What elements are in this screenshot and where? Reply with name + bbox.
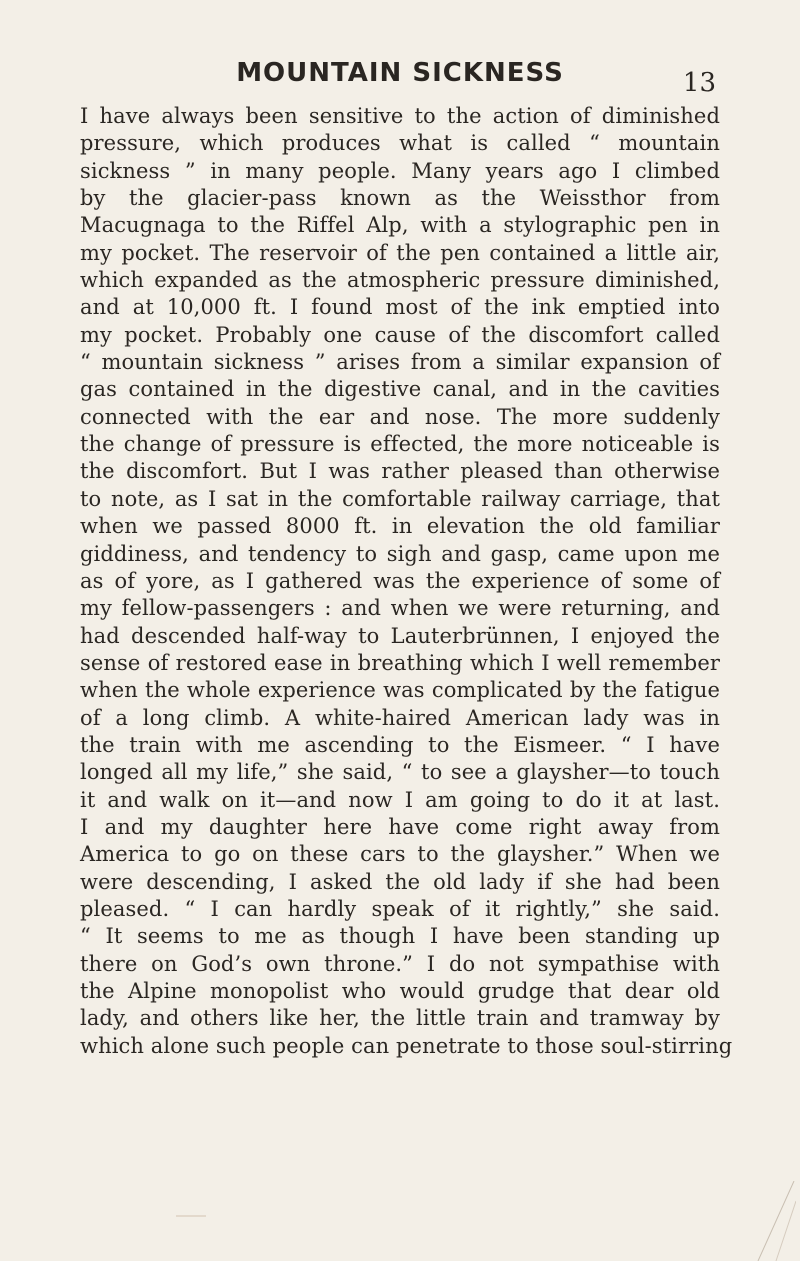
text-line: which expanded as the atmospheric pressure diminished, — [80, 268, 720, 293]
page-number: 13 — [682, 68, 716, 98]
text-line: the discomfort. But I was rather pleased than otherwise — [80, 459, 720, 484]
text-line: America to go on these cars to the glaysher.” When we — [80, 842, 720, 867]
text-line: had descended half-way to Lauterbrünnen, I enjoyed the — [80, 623, 720, 648]
running-title: MOUNTAIN SICKNESS — [236, 58, 564, 88]
text-line: the train with me ascending to the Eismeer. “ I have — [80, 732, 720, 757]
running-head — [0, 58, 800, 98]
text-line: there on God’s own throne.” I do not sympathise with — [80, 951, 720, 976]
text-line: were descending, I asked the old lady if she had been — [80, 869, 720, 894]
text-line: pleased. “ I can hardly speak of it rightly,” she said. — [80, 896, 720, 921]
text-line: to note, as I sat in the comfortable railway carriage, that — [80, 486, 720, 511]
text-line: my pocket. The reservoir of the pen contained a little air, — [80, 240, 720, 265]
text-line: lady, and others like her, the little train and tramway by — [80, 1006, 720, 1031]
paper-crease-mark — [736, 1181, 796, 1261]
text-line: sense of restored ease in breathing which I well remember — [80, 650, 720, 675]
text-line: connected with the ear and nose. The more suddenly — [80, 404, 720, 429]
text-line: the Alpine monopolist who would grudge that dear old — [80, 979, 720, 1003]
text-line: my pocket. Probably one cause of the discomfort called — [80, 322, 720, 347]
paper-speck — [176, 1215, 206, 1217]
body-text — [80, 103, 733, 1060]
text-line: when we passed 8000 ft. in elevation the old familiar — [80, 514, 720, 539]
text-line: sickness ” in many people. Many years ago I climbed — [80, 158, 720, 183]
text-line: longed all my life,” she said, “ to see a glaysher—to touch — [80, 760, 720, 785]
text-line: which alone such people can penetrate to those soul-stirring — [80, 1033, 733, 1058]
text-line: by the glacier-pass known as the Weissthor from — [80, 186, 720, 211]
text-line: pressure, which produces what is called “ mountain — [80, 131, 720, 156]
text-line: when the whole experience was complicated by the fatigue — [80, 678, 720, 703]
text-line: the change of pressure is effected, the more noticeable is — [80, 432, 720, 457]
text-line: my fellow-passengers : and when we were returning, and — [80, 596, 720, 621]
text-line: it and walk on it—and now I am going to do it at last. — [80, 787, 720, 812]
text-line: “ mountain sickness ” arises from a similar expansion of — [80, 350, 720, 375]
text-line: Macugnaga to the Riffel Alp, with a stylographic pen in — [80, 213, 720, 238]
text-line: “ It seems to me as though I have been standing up — [80, 924, 720, 949]
text-line: and at 10,000 ft. I found most of the ink emptied into — [80, 295, 720, 320]
text-line: I and my daughter here have come right away from — [80, 814, 720, 839]
text-line: as of yore, as I gathered was the experience of some of — [80, 568, 720, 593]
text-line: I have always been sensitive to the action of diminished — [80, 104, 720, 128]
text-line: of a long climb. A white-haired American lady was in — [80, 705, 720, 730]
text-line: gas contained in the digestive canal, and in the cavities — [80, 377, 720, 402]
text-line: giddiness, and tendency to sigh and gasp, came upon me — [80, 541, 720, 566]
